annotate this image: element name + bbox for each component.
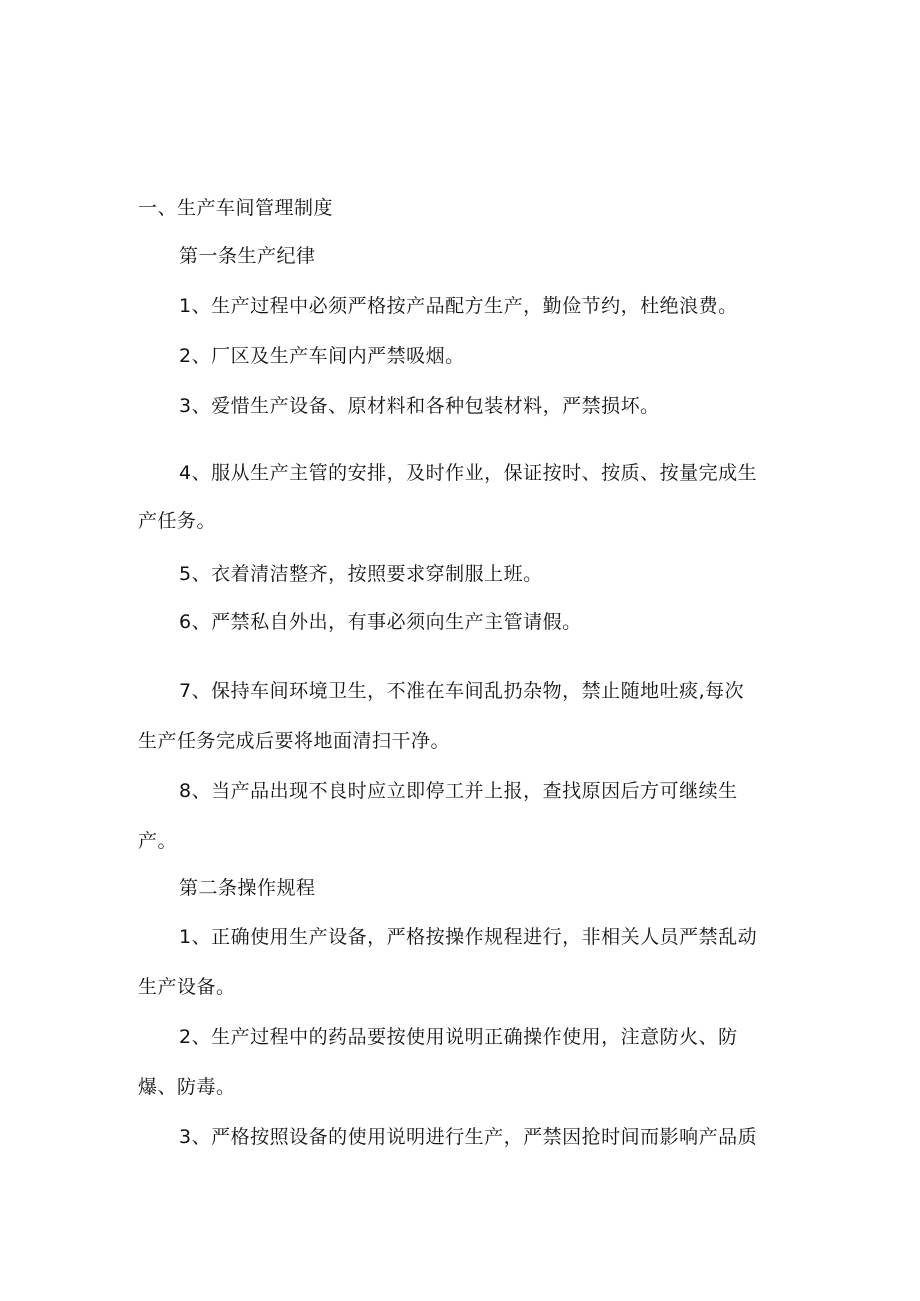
article-1-item-8-line-2: 产。	[138, 830, 178, 852]
article-2-item-2-line-1: 2、生产过程中的药品要按使用说明正确操作使用，注意防火、防	[179, 1026, 738, 1048]
article-2-title: 第二条操作规程	[179, 877, 316, 899]
article-2-item-2-line-2: 爆、防毒。	[138, 1076, 236, 1098]
article-1-title: 第一条生产纪律	[179, 245, 316, 267]
article-1-item-7-line-2: 生产任务完成后要将地面清扫干净。	[138, 730, 451, 752]
article-1-item-7-line-1: 7、保持车间环境卫生，不准在车间乱扔杂物，禁止随地吐痰,每次	[179, 680, 745, 702]
article-1-item-8-line-1: 8、当产品出现不良时应立即停工并上报，查找原因后方可继续生	[179, 780, 738, 802]
article-1-item-4-line-1: 4、服从生产主管的安排，及时作业，保证按时、按质、按量完成生	[179, 462, 758, 484]
article-1-item-4-line-2: 产任务。	[138, 510, 217, 532]
article-1-item-2: 2、厂区及生产车间内严禁吸烟。	[179, 345, 465, 367]
article-2-item-3-line-1: 3、严格按照设备的使用说明进行生产，严禁因抢时间而影响产品质	[179, 1126, 758, 1148]
article-2-item-1-line-1: 1、正确使用生产设备，严格按操作规程进行，非相关人员严禁乱动	[179, 926, 758, 948]
article-1-item-5: 5、衣着清洁整齐，按照要求穿制服上班。	[179, 563, 543, 585]
article-2-item-1-line-2: 生产设备。	[138, 976, 236, 998]
article-1-item-6: 6、严禁私自外出，有事必须向生产主管请假。	[179, 611, 582, 633]
article-1-item-3: 3、爱惜生产设备、原材料和各种包装材料，严禁损坏。	[179, 395, 660, 417]
section-title: 一、生产车间管理制度	[138, 197, 334, 219]
article-1-item-1: 1、生产过程中必须严格按产品配方生产，勤俭节约，杜绝浪费。	[179, 295, 738, 317]
